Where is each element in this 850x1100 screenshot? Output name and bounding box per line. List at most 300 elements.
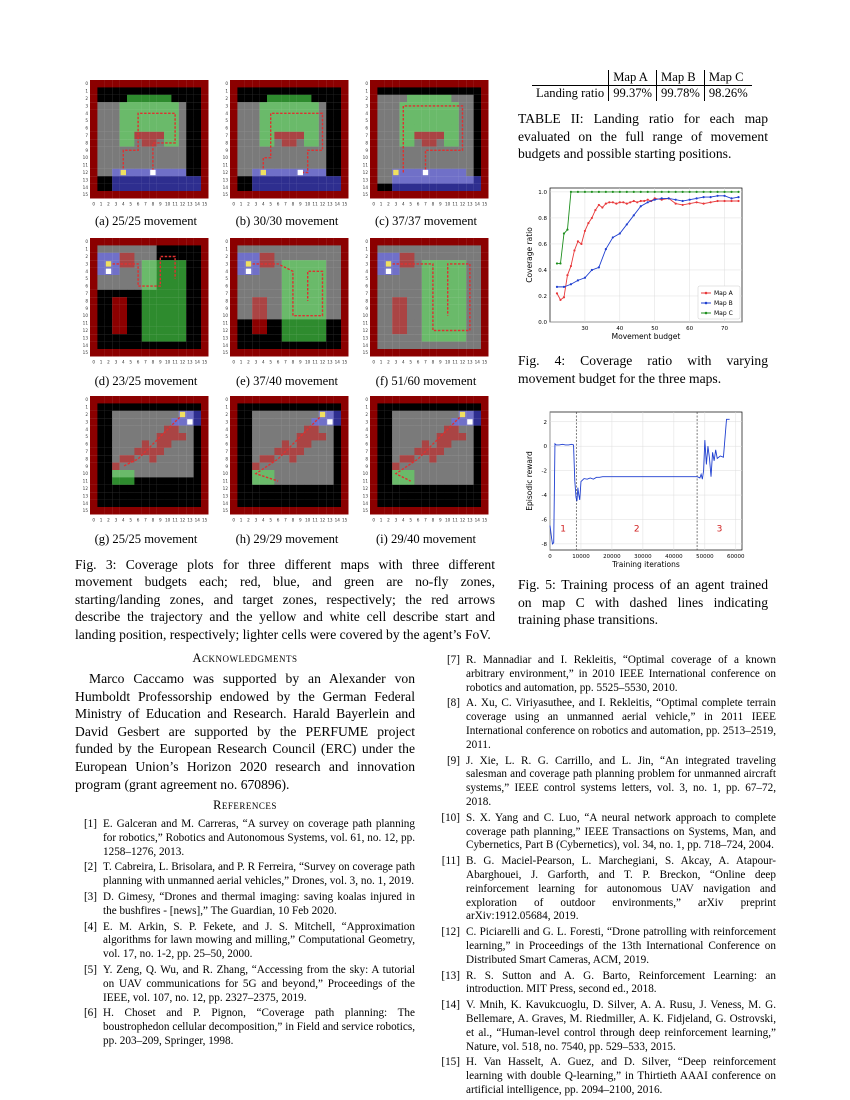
reference-text: J. Xie, L. R. G. Carrillo, and L. Jin, “An integrated traveling salesman and coverage path planning problem for unmanned aircraft systems,” IEEE control systems letters, vol. 3, no. 1, pp. 67–72, 2018. [466, 754, 776, 808]
svg-text:10: 10 [362, 313, 368, 319]
svg-text:10: 10 [445, 201, 451, 207]
svg-text:0: 0 [372, 359, 376, 365]
svg-text:8: 8 [225, 298, 228, 304]
svg-text:11: 11 [172, 517, 178, 523]
training-reward-chart [520, 408, 750, 573]
svg-text:8: 8 [151, 201, 155, 207]
svg-text:10: 10 [165, 517, 171, 523]
svg-text:15: 15 [222, 192, 228, 198]
x-tick-label: 50 [651, 326, 659, 332]
svg-text:12: 12 [222, 486, 228, 491]
data-point [570, 265, 572, 267]
data-point [716, 191, 718, 193]
svg-text:8: 8 [431, 201, 435, 207]
panel-h-label: (h) 29/29 movement [235, 532, 339, 546]
svg-text:15: 15 [82, 508, 88, 514]
svg-text:13: 13 [222, 177, 228, 183]
coverage-ratio-chart [520, 180, 750, 345]
svg-text:7: 7 [144, 517, 147, 523]
data-point [696, 201, 698, 203]
svg-text:11: 11 [222, 478, 228, 484]
svg-text:10: 10 [222, 313, 228, 319]
svg-text:9: 9 [225, 147, 228, 153]
svg-text:0: 0 [372, 201, 376, 207]
svg-text:4: 4 [401, 201, 405, 207]
svg-text:11: 11 [452, 517, 458, 523]
svg-text:14: 14 [194, 517, 200, 523]
reference-item [438, 697, 776, 752]
data-point [622, 201, 624, 203]
fig4-caption: Fig. 4: Coverage ratio with varying movement budget for the three maps. [518, 353, 768, 386]
x-axis-label: Movement budget [611, 332, 681, 341]
coverage-map-panel [362, 236, 492, 372]
svg-text:15: 15 [342, 359, 348, 365]
data-point [675, 191, 677, 193]
data-point [577, 279, 579, 281]
y-tick-label: 0.0 [538, 320, 547, 326]
data-point [730, 197, 732, 199]
svg-text:13: 13 [327, 517, 333, 523]
svg-text:14: 14 [362, 500, 368, 506]
reference-text: D. Gimesy, “Drones and thermal imaging: saving koalas injured in the bushfires - [news],” The Guardian, 10 Feb 2020. [103, 890, 415, 917]
svg-text:14: 14 [82, 500, 88, 506]
data-point [636, 201, 638, 203]
svg-text:1: 1 [239, 201, 243, 207]
svg-text:6: 6 [136, 201, 140, 207]
svg-text:0: 0 [92, 517, 96, 523]
svg-text:0: 0 [232, 359, 236, 365]
data-point [689, 203, 691, 205]
reference-text: S. X. Yang and C. Luo, “A neural network approach to complete coverage path planning,” IEEE Transactions on Systems, Man, and Cybernetics, Part B (Cybernetics), vol. 34, no. 1, pp. 718–724, 2004. [466, 811, 776, 852]
svg-text:5: 5 [225, 434, 228, 440]
reference-number: [8] [446, 697, 460, 710]
svg-text:1: 1 [99, 201, 103, 207]
svg-text:6: 6 [416, 517, 420, 523]
svg-text:3: 3 [365, 261, 368, 267]
svg-text:1: 1 [379, 201, 383, 207]
svg-text:10: 10 [362, 471, 368, 477]
svg-text:7: 7 [225, 291, 228, 296]
svg-text:1: 1 [225, 404, 228, 410]
svg-text:1: 1 [379, 359, 383, 365]
svg-text:8: 8 [365, 298, 368, 304]
svg-text:6: 6 [136, 359, 140, 365]
panel-c-label: (c) 37/37 movement [374, 214, 478, 228]
phase-label: 3 [716, 524, 723, 535]
svg-text:8: 8 [365, 456, 368, 462]
svg-text:0: 0 [365, 81, 368, 87]
coverage-map-panel [362, 394, 492, 530]
data-point [654, 199, 656, 201]
svg-text:9: 9 [158, 517, 162, 523]
data-point [633, 191, 635, 193]
data-point [570, 283, 572, 285]
svg-text:12: 12 [319, 201, 326, 207]
reference-text: B. G. Maciel-Pearson, L. Marchegiani, S. Akcay, A. Atapour-Abarghouei, J. Garforth, and T. P. Breckon, “Online deep reinforcement learning for autonomous UAV navigation and exploration of outdoor environments,” arXiv preprint arXiv:1912.05684, 2019. [466, 855, 776, 923]
data-point [605, 191, 607, 193]
svg-text:3: 3 [114, 201, 118, 207]
data-point [563, 296, 565, 298]
svg-text:6: 6 [85, 283, 88, 289]
table-cell-map-b: 99.78% [657, 86, 705, 102]
references-heading: References [213, 798, 277, 812]
svg-text:1: 1 [85, 246, 88, 252]
svg-text:11: 11 [82, 478, 88, 484]
y-tick-label: -6 [541, 517, 547, 524]
svg-text:10: 10 [305, 359, 311, 365]
data-point [584, 191, 586, 193]
data-point [605, 248, 607, 250]
svg-text:0: 0 [85, 239, 88, 245]
svg-text:5: 5 [85, 276, 88, 282]
data-point [640, 191, 642, 193]
x-tick-label: 60000 [727, 554, 745, 560]
svg-text:3: 3 [254, 201, 258, 207]
svg-text:3: 3 [114, 517, 118, 523]
svg-text:13: 13 [82, 335, 88, 341]
svg-text:15: 15 [82, 350, 88, 356]
svg-text:14: 14 [362, 342, 368, 348]
svg-text:2: 2 [107, 201, 110, 207]
data-point [703, 196, 705, 198]
svg-text:11: 11 [312, 201, 318, 207]
svg-text:10: 10 [445, 517, 451, 523]
svg-text:14: 14 [474, 359, 480, 365]
svg-text:12: 12 [362, 170, 368, 175]
reference-item [438, 755, 776, 810]
svg-text:13: 13 [222, 335, 228, 341]
svg-text:13: 13 [362, 493, 368, 499]
coverage-map-panel [362, 78, 492, 214]
svg-text:0: 0 [85, 397, 88, 403]
svg-text:7: 7 [365, 291, 368, 296]
data-point [612, 201, 614, 203]
svg-text:3: 3 [85, 103, 88, 109]
svg-text:13: 13 [467, 201, 473, 207]
svg-text:9: 9 [158, 201, 162, 207]
x-tick-label: 40 [616, 326, 624, 332]
svg-text:7: 7 [424, 201, 427, 207]
y-tick-label: 0.8 [538, 215, 547, 222]
svg-text:1: 1 [225, 88, 228, 94]
svg-text:12: 12 [319, 359, 326, 365]
legend-entry: Map B [714, 300, 733, 307]
reference-item [438, 926, 776, 967]
reference-number: [5] [83, 963, 97, 976]
svg-text:5: 5 [269, 517, 273, 523]
svg-text:3: 3 [85, 261, 88, 267]
y-tick-label: 0.2 [538, 293, 547, 300]
data-point [682, 204, 684, 206]
reference-number: [14] [441, 999, 460, 1012]
data-point [570, 191, 572, 193]
svg-text:4: 4 [365, 110, 368, 116]
reference-number: [12] [441, 926, 460, 939]
svg-text:2: 2 [247, 201, 250, 207]
svg-text:12: 12 [459, 359, 466, 365]
data-point [709, 191, 711, 193]
fig3-caption: Fig. 3: Coverage plots for three different maps with three different movement budgets each; red, blue, and green are no-fly zones, starting/landing zones, and target zones, respectively; the red arrows describe the trajectory and the yellow and white cell describe start and landing position, respectively; lighter cells were covered by the agent’s FoV. [75, 557, 495, 642]
data-point [559, 299, 561, 301]
reference-number: [6] [83, 1007, 97, 1020]
svg-text:3: 3 [394, 201, 398, 207]
svg-text:12: 12 [362, 486, 368, 491]
svg-text:12: 12 [179, 359, 186, 365]
svg-text:1: 1 [99, 517, 103, 523]
reference-item [438, 812, 776, 853]
y-tick-label: 1.0 [538, 189, 547, 196]
coverage-map-panel [82, 236, 212, 372]
svg-text:15: 15 [202, 517, 208, 523]
svg-text:5: 5 [365, 276, 368, 282]
svg-text:14: 14 [82, 342, 88, 348]
reference-item [75, 964, 415, 1005]
svg-text:9: 9 [365, 305, 368, 311]
svg-text:0: 0 [85, 81, 88, 87]
svg-text:5: 5 [365, 434, 368, 440]
data-point [709, 196, 711, 198]
svg-text:4: 4 [85, 110, 88, 116]
data-point [661, 197, 663, 199]
svg-text:1: 1 [85, 88, 88, 94]
svg-text:15: 15 [222, 508, 228, 514]
svg-text:8: 8 [365, 140, 368, 146]
svg-text:13: 13 [467, 517, 473, 523]
svg-text:1: 1 [365, 88, 368, 94]
y-tick-label: 0.6 [538, 241, 547, 248]
reference-text: T. Cabreira, L. Brisolara, and P. R Ferreira, “Survey on coverage path planning with unmanned aerial vehicles,” Drones, vol. 3, no. 1, 2019. [103, 861, 415, 888]
svg-text:8: 8 [85, 140, 88, 146]
coverage-map-panel [82, 394, 212, 530]
svg-text:8: 8 [291, 201, 295, 207]
svg-text:10: 10 [445, 359, 451, 365]
reference-number: [10] [441, 811, 460, 824]
svg-text:14: 14 [334, 517, 340, 523]
data-point [640, 200, 642, 202]
coverage-map-panel [222, 236, 352, 372]
data-point [584, 230, 586, 232]
svg-text:5: 5 [225, 118, 228, 124]
svg-text:0: 0 [225, 239, 228, 245]
svg-text:9: 9 [85, 463, 88, 469]
svg-text:15: 15 [482, 359, 488, 365]
svg-text:10: 10 [222, 471, 228, 477]
data-point [587, 222, 589, 224]
svg-text:7: 7 [365, 133, 368, 138]
svg-text:11: 11 [172, 359, 178, 365]
svg-text:5: 5 [85, 434, 88, 440]
svg-text:9: 9 [158, 359, 162, 365]
data-point [591, 269, 593, 271]
svg-text:11: 11 [312, 359, 318, 365]
data-point [601, 206, 603, 208]
svg-text:12: 12 [319, 517, 326, 523]
x-tick-label: 70 [721, 326, 729, 332]
svg-text:7: 7 [144, 359, 147, 365]
reference-number: [13] [441, 969, 460, 982]
y-tick-label: 2 [543, 419, 547, 426]
svg-text:10: 10 [165, 359, 171, 365]
data-point [626, 203, 628, 205]
data-point [703, 191, 705, 193]
svg-text:8: 8 [85, 298, 88, 304]
table-header-map-c: Map C [708, 70, 744, 84]
svg-text:15: 15 [482, 201, 488, 207]
svg-text:5: 5 [129, 359, 133, 365]
data-point [556, 292, 558, 294]
svg-text:8: 8 [225, 456, 228, 462]
legend-entry: Map C [714, 310, 733, 317]
svg-text:5: 5 [409, 517, 413, 523]
svg-text:6: 6 [276, 201, 280, 207]
data-point [716, 195, 718, 197]
data-point [737, 191, 739, 193]
data-point [661, 191, 663, 193]
data-point [563, 286, 565, 288]
table-header-map-b: Map B [657, 70, 705, 86]
svg-text:13: 13 [187, 201, 193, 207]
svg-text:1: 1 [85, 404, 88, 410]
svg-text:9: 9 [438, 517, 442, 523]
svg-text:4: 4 [401, 517, 405, 523]
svg-text:8: 8 [431, 517, 435, 523]
svg-text:3: 3 [365, 103, 368, 109]
svg-text:2: 2 [387, 517, 390, 523]
data-point [647, 199, 649, 201]
svg-text:5: 5 [129, 517, 133, 523]
data-point [668, 197, 670, 199]
svg-text:11: 11 [362, 478, 368, 484]
reference-item [75, 1007, 415, 1048]
x-tick-label: 20000 [603, 554, 621, 560]
acknowledgments-heading: Acknowledgments [192, 651, 298, 665]
svg-text:15: 15 [342, 517, 348, 523]
svg-text:8: 8 [225, 140, 228, 146]
svg-text:15: 15 [202, 201, 208, 207]
svg-text:2: 2 [365, 412, 368, 417]
svg-text:5: 5 [129, 201, 133, 207]
svg-text:7: 7 [424, 359, 427, 365]
reference-number: [9] [446, 754, 460, 767]
svg-text:12: 12 [82, 486, 88, 491]
svg-text:6: 6 [85, 441, 88, 447]
data-point [605, 203, 607, 205]
data-point [633, 214, 635, 216]
svg-text:11: 11 [82, 162, 88, 168]
data-point [577, 240, 579, 242]
reference-item [438, 999, 776, 1054]
svg-text:4: 4 [365, 426, 368, 432]
x-axis-label: Training iterations [612, 560, 680, 569]
svg-text:5: 5 [409, 359, 413, 365]
reference-item [438, 1056, 776, 1097]
table-ii [532, 70, 752, 101]
data-point [696, 191, 698, 193]
svg-text:2: 2 [107, 517, 110, 523]
svg-text:12: 12 [82, 170, 88, 175]
svg-text:1: 1 [225, 246, 228, 252]
svg-text:11: 11 [172, 201, 178, 207]
svg-text:2: 2 [225, 254, 228, 259]
x-tick-label: 30 [581, 326, 589, 332]
svg-text:10: 10 [305, 201, 311, 207]
svg-text:10: 10 [82, 471, 88, 477]
y-axis-label: Episodic reward [525, 451, 534, 511]
svg-text:9: 9 [438, 201, 442, 207]
svg-text:1: 1 [99, 359, 103, 365]
svg-text:2: 2 [85, 412, 88, 417]
svg-text:5: 5 [85, 118, 88, 124]
data-point [626, 191, 628, 193]
reference-text: V. Mnih, K. Kavukcuoglu, D. Silver, A. A. Rusu, J. Veness, M. G. Bellemare, A. Graves, M. Riedmiller, A. K. Fidjeland, G. Ostrovski, et al., “Human-level control through deep reinforcement learning,” Nature, vol. 518, no. 7540, pp. 529–533, 2015. [466, 999, 776, 1053]
svg-text:2: 2 [387, 359, 390, 365]
svg-text:7: 7 [284, 201, 287, 207]
svg-text:7: 7 [225, 449, 228, 454]
coverage-map-panel [222, 394, 352, 530]
svg-text:15: 15 [342, 201, 348, 207]
svg-text:8: 8 [151, 517, 155, 523]
svg-text:5: 5 [269, 201, 273, 207]
svg-text:14: 14 [222, 342, 228, 348]
svg-text:5: 5 [365, 118, 368, 124]
svg-text:13: 13 [467, 359, 473, 365]
data-point [591, 217, 593, 219]
data-point [566, 229, 568, 231]
y-tick-label: -4 [541, 493, 547, 500]
x-tick-label: 0 [548, 554, 552, 560]
svg-text:6: 6 [225, 441, 228, 447]
x-tick-label: 10000 [572, 554, 590, 560]
svg-text:7: 7 [284, 517, 287, 523]
data-point [730, 200, 732, 202]
svg-text:1: 1 [365, 404, 368, 410]
svg-text:9: 9 [298, 359, 302, 365]
svg-text:8: 8 [151, 359, 155, 365]
references-left-column [75, 818, 415, 1051]
svg-text:0: 0 [372, 517, 376, 523]
svg-text:10: 10 [222, 155, 228, 161]
svg-text:11: 11 [362, 320, 368, 326]
x-tick-label: 60 [686, 326, 694, 332]
svg-text:2: 2 [85, 96, 88, 101]
svg-text:14: 14 [194, 201, 200, 207]
svg-text:8: 8 [431, 359, 435, 365]
svg-text:12: 12 [459, 201, 466, 207]
svg-text:0: 0 [232, 201, 236, 207]
svg-text:3: 3 [254, 517, 258, 523]
svg-text:7: 7 [85, 133, 88, 138]
fig5-caption: Fig. 5: Training process of an agent trained on map C with dashed lines indicating training phase transitions. [518, 577, 768, 628]
svg-text:11: 11 [222, 320, 228, 326]
svg-text:4: 4 [121, 517, 125, 523]
svg-text:6: 6 [365, 441, 368, 447]
coverage-map-panel [222, 78, 352, 214]
data-point [598, 266, 600, 268]
svg-text:0: 0 [232, 517, 236, 523]
svg-text:6: 6 [276, 359, 280, 365]
svg-text:3: 3 [394, 517, 398, 523]
reference-text: A. Xu, C. Viriyasuthee, and I. Rekleitis, “Optimal complete terrain coverage using an unmanned aerial vehicle,” in 2011 IEEE International conference on robotics and automation, pp. 2513–2519, 2011. [466, 697, 776, 751]
svg-text:14: 14 [334, 201, 340, 207]
data-point [709, 201, 711, 203]
data-point [737, 200, 739, 202]
reference-text: E. Galceran and M. Carreras, “A survey on coverage path planning for robotics,” Robotics and Autonomous Systems, vol. 61, no. 12, pp. 1258–1276, 2013. [103, 818, 415, 858]
y-tick-label: 0.4 [538, 267, 547, 274]
svg-text:6: 6 [365, 283, 368, 289]
data-point [619, 191, 621, 193]
svg-text:15: 15 [482, 517, 488, 523]
reference-item [438, 654, 776, 695]
